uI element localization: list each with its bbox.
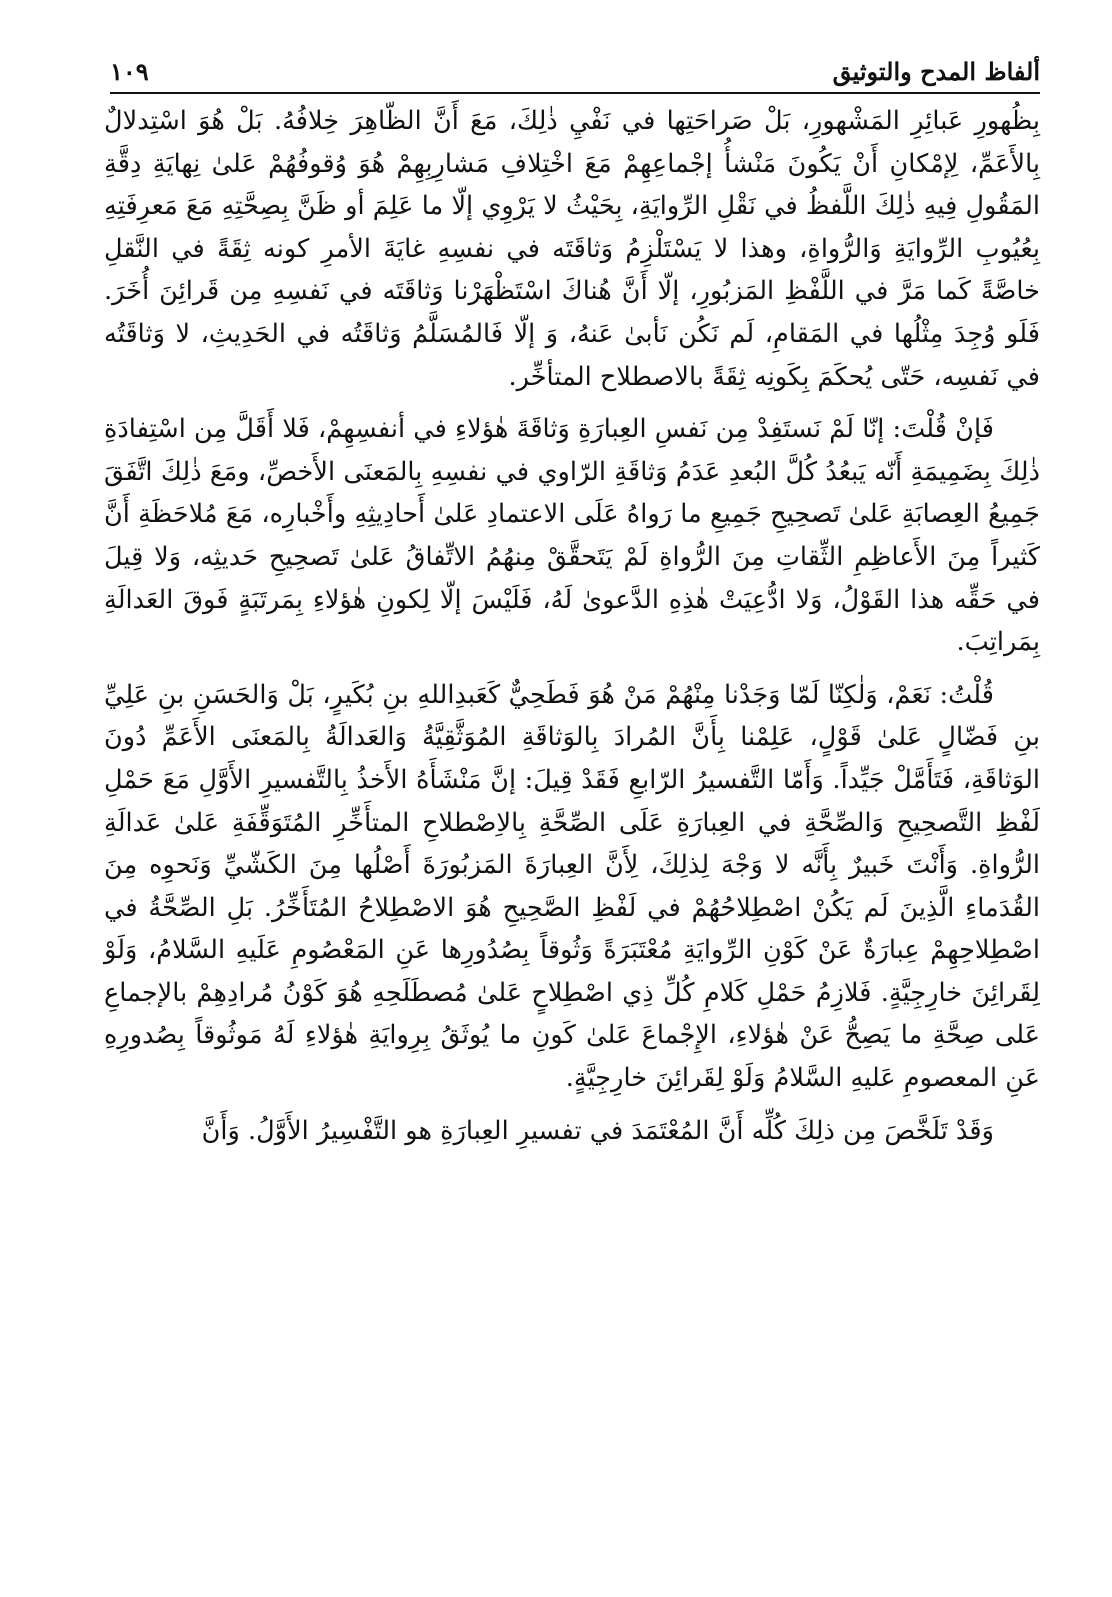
paragraph-1: بِظُهورِ عَبائِرِ المَشْهورِ، بَلْ صَراحَتِها في نَفْيِ ذٰلِكَ، مَعَ أَنَّ الظّاهِرَ خِلافُهُ. بَلْ هُوَ اسْتِدلالٌ بِالأَعَمِّ، لِإمْكانِ أَنْ يَكُونَ مَنْشأُ إجْماعِهِمْ مَعَ اخْتِلافِ مَشارِبِهِمْ هُوَ وُقوفُهُمْ عَلىٰ نِهايَةِ دِقَّةِ المَقُولِ فِيهِ ذٰلِكَ اللَّفظُ في نَقْلِ الرِّوايَةِ، بِحَيْثُ لا يَرْوِي إلّا ما عَلِمَ أو ظَنَّ بِصِحَّتِهِ مَعَ مَعرِفَتِهِ بِعُيُوبِ الرِّوايَةِ وَالرُّواةِ، وهذا لا يَسْتَلْزِمُ وَثاقَتَه في نفسِهِ غايَةَ الأمرِ كونه ثِقَةً في النَّقلِ خاصَّةً كَما مَرَّ في اللَّفْظِ المَزبُورِ، إلّا أَنَّ هُناكَ اسْتَظْهَرْنا وَثاقَتَه في نَفسِهِ مِن قَرائِنَ أُخَرَ. فَلَو وُجِدَ مِثْلُها في المَقامِ، لَم نَكُن نَأبىٰ عَنهُ، وَ إلّا فَالمُسَلَّمُ وَثاقَتُه في الحَدِيثِ، لا وَثاقَتُه في نَفسِه، حَتّى يُحكَمَ بِكَونِه ثِقَةً بالاصطلاح المتأخِّر. xyxy=(104,106,1041,392)
running-title: ألفاظ المدح والتوثيق xyxy=(832,57,1040,86)
paragraph-2: فَإنْ قُلْتَ: إنّا لَمْ نَستَفِدْ مِن نَفسِ العِبارَةِ وَثاقَةَ هٰؤلاءِ في أنفسِهِمْ، فَلا أَقَلَّ مِن اسْتِفادَةِ ذٰلِكَ بِضَمِيمَةِ أَنّه يَبعُدُ كُلَّ البُعدِ عَدَمُ وَثاقَةِ الرّاوي في نفسِهِ بِالمَعنَى الأَخصِّ، ومَعَ ذٰلِكَ اتَّفَقَ جَمِيعُ العِصابَةِ عَلىٰ تَصحِيحِ جَمِيعِ ما رَواهُ عَلَى الاعتمادِ عَلىٰ أَحادِيثِهِ وأَخْبارِه، مَعَ مُلاحَظَةِ أَنَّ كَثيراً مِنَ الأَعاظِمِ الثِّقاتِ مِنَ الرُّواةِ لَمْ يَتَحقَّقْ مِنهُمُ الاتِّفاقُ عَلىٰ تَصحِيحِ حَديثِه، وَلا قِيلَ في حَقِّه هذا القَوْلُ، وَلا ادُّعِيَتْ هٰذِهِ الدَّعوىٰ لَهُ، فَلَيْسَ إلّا لِكونِ هٰؤلاءِ بِمَرتَبَةٍ فَوقَ العَدالَةِ بِمَراتِبَ. xyxy=(104,414,1040,658)
page-number: ١٠٩ xyxy=(110,57,149,86)
paragraph-3: قُلْتُ: نَعَمْ، وَلٰكِنّا لَمّا وَجَدْنا مِنْهُمْ مَنْ هُوَ فَطَحِيٌّ كَعَبدِاللهِ بنِ بُكَيرٍ، بَلْ وَالحَسَنِ بنِ عَلِيِّ بنِ فَضّالٍ عَلىٰ قَوْلٍ، عَلِمْنا بِأَنَّ المُرادَ بِالوَثاقَةِ المُوَثَّقِيَّةُ وَالعَدالَةُ بِالمَعنَى الأَعَمِّ دُونَ الوَثاقَةِ، فَتَأَمَّلْ جَيِّداً. وَأَمّا التَّفسيرُ الرّابعِ فَقَدْ قِيلَ: إنَّ مَنْشَأَهُ الأَخذُ بِالتَّفسيرِ الأَوَّلِ مَعَ حَمْلِ لَفْظِ التَّصحِيحِ وَالصِّحَّةِ في العِبارَةِ عَلَى الصِّحَّةِ بِالاِصْطلاحِ المتأَخِّرِ المُتَوَقِّفَةِ عَلىٰ عَدالَةِ الرُّواةِ. وَأَنْتَ خَبيرٌ بِأَنَّه لا وَجْهَ لِذلِكَ، لِأَنَّ العِبارَةَ المَزبُورَةَ أَصْلُها مِنَ الكَشّيِّ وَنَحوِه مِنَ القُدَماءِ الَّذِينَ لَم يَكُنْ اصْطِلاحُهُمْ في لَفْظِ الصَّحِيحِ هُوَ الاصْطِلاحُ المُتَأَخِّرُ. بَلِ الصِّحَّةُ في اصْطِلاحِهِمْ عِبارَةٌ عَنْ كَوْنِ الرِّوايَةِ مُعْتَبَرَةً وَثُوقاً بِصُدُورِها عَنِ المَعْصُومِ عَلَيهِ السَّلامُ، وَلَوْ لِقَرائِنَ خارِجِيَّةٍ. فَلازِمُ حَمْلِ كَلامِ كُلِّ ذِي اصْطِلاحٍ عَلىٰ مُصطَلَحِهِ هُوَ كَوْنُ مُرادِهِمْ بالإجماعِ عَلى صِحَّةِ ما يَصِحُّ عَنْ هٰؤلاءِ، الإِجْماعَ عَلىٰ كَونِ ما يُوثَقُ بِرِوايَةِ هٰؤلاءِ لَهُ مَوثُوقاً بِصُدورِهِ عَنِ المعصومِ عَليهِ السَّلامُ وَلَوْ لِقَرائِنَ خارِجِيَّةٍ. xyxy=(104,679,1040,1094)
running-header xyxy=(110,50,1040,94)
paragraph-4: وَقَدْ تَلَخَّصَ مِن ذلِكَ كُلِّه أَنَّ المُعْتَمَدَ في تفسيرِ العِبارَةِ هو التَّفْسِيرُ الأَوَّلُ. وَأَنَّ xyxy=(201,1115,994,1146)
page-body xyxy=(104,100,1040,1152)
